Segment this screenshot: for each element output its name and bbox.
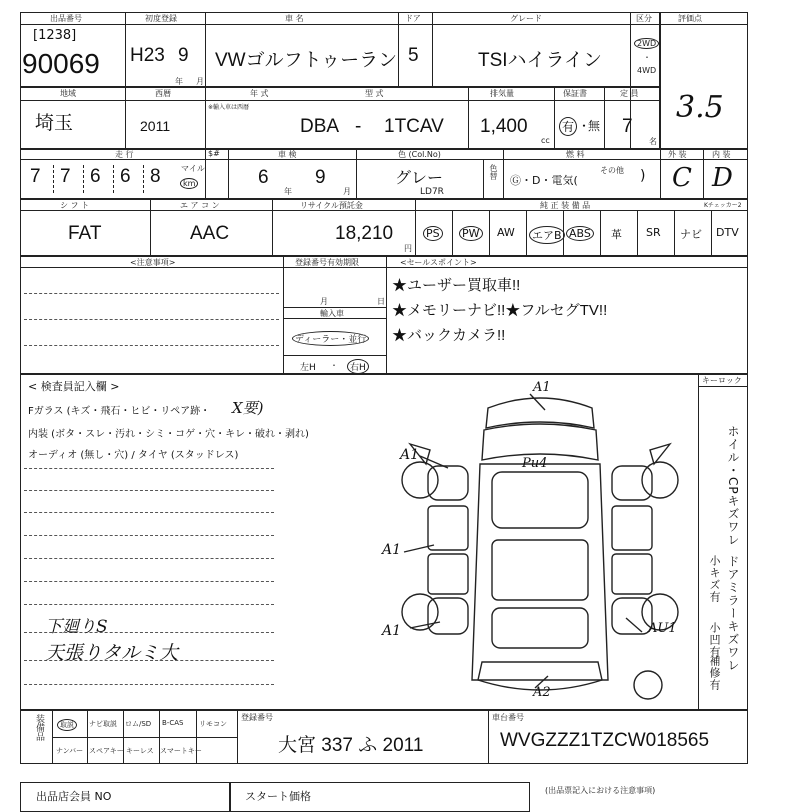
insp-month-unit: 月 [343,187,351,196]
tire-left-rear [402,594,438,630]
keylock-label: キーロック [702,376,742,385]
month-unit: 月 [196,77,204,86]
interior-value: D [712,163,733,193]
equip-leather: 革 [611,228,622,241]
exterior-label: 外 装 [668,150,687,159]
sales-point-1: ★ユーザー買取車!! [392,277,521,294]
year-note: ※輸入車は西暦 [208,104,250,111]
equip-navi: ナビ [680,228,702,241]
reg-number-label: 登録番号 [241,713,273,722]
side-text-4: 小凹有 [708,622,721,658]
spare-tire [634,671,662,699]
equipment-grid [415,210,748,256]
mileage-digit: 7 [30,166,41,187]
equip-dtv: DTV [716,226,739,239]
year-label: 西暦 [155,89,171,98]
car-name-label: 車 名 [285,14,304,23]
color-code: LD7R [420,187,444,197]
left-hand-option: 左H [300,363,316,373]
equipment-label: 純 正 装 備 品 [540,201,591,210]
acc-keyless: キーレス [126,747,154,755]
drive-4wd: 4WD [637,66,657,75]
car-hood [482,424,598,460]
car-windshield [492,472,588,528]
drive-label: 区分 [636,14,652,23]
fuel-value: Ⓖ・D・電気( [510,174,578,187]
inspector-line1: Fガラス (キズ・飛石・ヒビ・リペア跡・ [28,406,211,417]
acc-bcas: B-CAS [162,719,184,727]
model-dash: - [355,116,362,137]
color-change-label: 色替 [489,164,498,180]
insp-year: 6 [258,167,269,188]
shift-label: シ フ ト [60,201,90,210]
ac-label: エ ア コ ン [180,201,220,210]
mileage-digit: 6 [120,166,131,187]
car-name: VWゴルフトゥーラン [215,50,398,71]
mileage-digits [26,166,176,192]
hand-note-1: 下廻りS [45,617,108,637]
lot-number: 90069 [22,48,100,79]
chassis-label: 車台番号 [492,713,524,722]
warranty-yes: 有 [559,117,577,136]
right-rear-fender [612,598,652,634]
interior-label: 内 装 [712,150,731,159]
reg-expiry-label: 登録番号有効期限 [295,258,359,267]
recycle-value: 18,210 [335,223,394,244]
displacement-label: 排気量 [490,89,514,98]
mark-a2: A2 [533,685,551,700]
left-front-door [428,506,468,550]
inspector-title: < 検査員記入欄 > [28,380,120,393]
first-reg-month: 9 [178,45,189,66]
score-label: 評価点 [678,14,702,23]
row5 [20,256,748,374]
side-text-3: ドアミラーキズワレ [726,555,740,672]
mark-a1-left-2: A1 [382,542,402,558]
notes-label: (出品票記入における注意事項) [545,786,656,795]
day-label: 日 [377,297,385,306]
mark-a1-top: A1 [533,380,551,395]
sales-point-3: ★バックカメラ!! [392,327,506,344]
mark-pu: Pu4 [522,456,548,471]
right-front-door [612,506,652,550]
member-no-label: 出品店会員 NO [36,790,112,803]
score-value: 3.5 [676,90,724,125]
chassis-number: WVGZZZ1TZCW018565 [500,730,710,751]
mileage-unit-miles: マイル [181,164,205,173]
acc-spare-key: スペアキー [89,747,124,755]
acc-remote: リモコン [199,720,227,728]
right-rear-door [612,554,652,594]
cc-unit: cc [541,136,550,145]
acc-rom-sd: ロム/SD [125,720,152,728]
acc-plate: ナンバー [56,747,84,755]
region-label: 地域 [60,89,76,98]
insp-year-unit: 年 [284,187,292,196]
equip-abs: ABS [566,226,594,241]
tire-right-front [642,462,678,498]
yen-unit: 円 [404,244,412,253]
right-hand-option: 右H [347,359,369,374]
lot-bracket: [1238] [33,28,77,43]
exterior-value: C [672,163,692,193]
equip-aw: AW [497,226,515,239]
mark-a1-left-1: A1 [400,447,420,463]
import-label: 輸入車 [320,309,344,318]
right-front-fender [612,466,652,500]
grade-label: グレード [510,14,542,23]
displacement-value: 1,400 [480,116,528,137]
caution-label: <注意事項> [130,258,176,267]
start-price-label: スタート価格 [245,790,311,803]
left-rear-fender [428,598,468,634]
fuel-label: 燃 料 [566,150,585,159]
mark-a1-left-3: A1 [382,623,402,639]
hand-note-2: 天張りタルミ大 [45,642,179,664]
capacity-label: 定 員 [620,89,639,98]
lot-label: 出品番号 [50,14,82,23]
insp-month: 9 [315,167,326,188]
left-rear-door [428,554,468,594]
color-label: 色 (Col.No) [398,150,441,159]
ac-value: AAC [190,223,230,244]
car-roof [492,540,588,600]
inspector-line3: オーディオ (無し・穴) / タイヤ (スタッドレス) [28,450,239,461]
grade-value: TSIハイライン [478,50,602,71]
inspector-line2: 内装 (ボタ・スレ・汚れ・シミ・コゲ・穴・キレ・破れ・剥れ) [28,429,309,440]
left-front-fender [428,466,468,500]
mileage-label: 走 行 [115,150,134,159]
mileage-digit: 8 [150,166,161,187]
acc-smart-key: スマートキー [160,747,202,755]
meter-swap-label: $# [208,149,220,158]
warranty-label: 保証書 [563,89,587,98]
doors-label: ドア [405,14,421,23]
year-value: 2011 [140,118,171,134]
fuel-other: その他 [600,166,624,175]
sales-label: <セールスポイント> [400,258,477,267]
acc-navi-manual: ナビ取説 [89,720,117,728]
sales-point-2: ★メモリーナビ!!★フルセグTV!! [392,302,608,319]
inspection-label: 車 検 [278,150,297,159]
model-year-label: 年 式 [250,89,269,98]
tire-left-front [402,462,438,498]
side-text-2: 小キズ有 [708,555,721,603]
year-unit: 年 [175,77,183,86]
fuel-close: ) [640,168,646,184]
keychecker-label: Kチェッカー2 [704,202,742,209]
side-text-1: ホイル・CPキズワレ [726,425,740,547]
mileage-unit-km: km [180,178,198,189]
car-rear-window [492,608,588,648]
model-prefix: DBA [300,116,340,137]
dealer-option: ディーラー・並行 [292,331,369,346]
capacity-value: 7 [622,116,633,137]
equip-airbag: エアB [529,226,565,244]
doors-value: 5 [408,45,419,66]
capacity-unit: 名 [649,137,657,146]
car-diagram [380,380,700,710]
inspector-line1-hand: X要) [232,399,264,417]
equip-sr: SR [646,226,661,239]
equip-ps: PS [423,226,443,241]
mirror-right [650,444,670,464]
acc-manual: 取説 [57,719,77,731]
score-box [660,12,748,149]
mileage-digit: 7 [60,166,71,187]
color-value: グレー [395,170,444,187]
first-reg-era: H23 [130,45,165,66]
month-label: 月 [320,297,328,306]
first-reg-label: 初度登録 [145,14,177,23]
equip-pw: PW [459,226,483,241]
model-code: 1TCAV [384,116,444,137]
drive-2wd: 2WD [634,38,659,49]
region-value: 埼玉 [35,113,74,134]
recycle-label: リサイクル預託金 [300,201,363,210]
reg-number: 大宮 337 ふ 2011 [278,735,424,756]
mileage-digit: 6 [90,166,101,187]
mark-au1: AU1 [648,621,677,636]
model-label: 型 式 [365,89,384,98]
warranty-no: 無 [588,119,601,133]
side-text-5: 補修有 [708,655,721,691]
equipment-side-label: 装備品 [34,714,44,741]
shift-value: FAT [68,223,102,244]
